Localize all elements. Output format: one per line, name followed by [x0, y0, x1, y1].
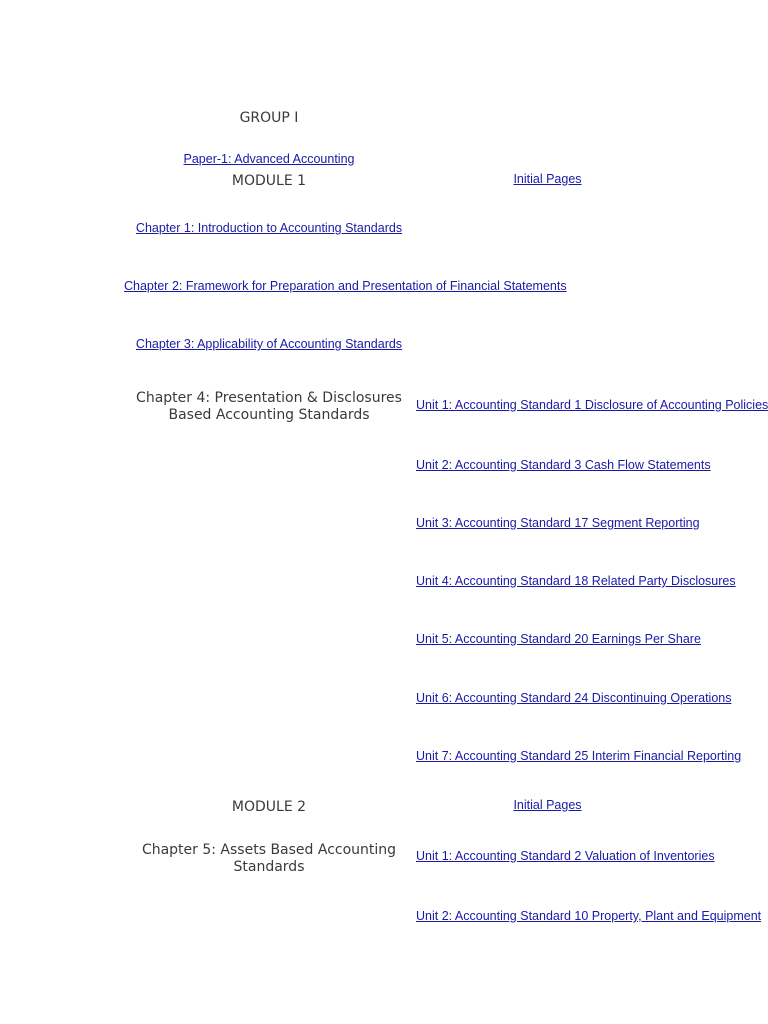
chapter-4-unit-6-link[interactable]: Unit 6: Accounting Standard 24 Discontinuing Operations — [416, 691, 732, 705]
chapter-4-title: Chapter 4: Presentation & Disclosures Based Accounting Standards — [136, 390, 402, 423]
module-2-initial-pages-link[interactable]: Initial Pages — [513, 798, 582, 812]
chapter-4-unit-1-link[interactable]: Unit 1: Accounting Standard 1 Disclosure of Accounting Policies — [416, 398, 768, 412]
paper-link[interactable]: Paper-1: Advanced Accounting — [183, 152, 355, 166]
module-1-title: MODULE 1 — [231, 173, 307, 189]
chapter-5-unit-2-link[interactable]: Unit 2: Accounting Standard 10 Property, Plant and Equipment — [416, 909, 762, 923]
chapter-1-link[interactable]: Chapter 1: Introduction to Accounting Standards — [135, 221, 403, 235]
group-title: GROUP I — [239, 110, 299, 126]
chapter-3-link[interactable]: Chapter 3: Applicability of Accounting Standards — [135, 337, 403, 351]
module-1-initial-pages-link[interactable]: Initial Pages — [513, 172, 582, 186]
chapter-4-unit-5-link[interactable]: Unit 5: Accounting Standard 20 Earnings Per Share — [416, 632, 701, 646]
chapter-4-unit-3-link[interactable]: Unit 3: Accounting Standard 17 Segment Reporting — [416, 516, 700, 530]
module-2-title: MODULE 2 — [231, 799, 307, 815]
chapter-2-link[interactable]: Chapter 2: Framework for Preparation and Presentation of Financial Statements — [124, 279, 567, 293]
chapter-5-unit-1-link[interactable]: Unit 1: Accounting Standard 2 Valuation of Inventories — [416, 849, 715, 863]
chapter-5-title: Chapter 5: Assets Based Accounting Standards — [141, 842, 397, 875]
chapter-4-unit-4-link[interactable]: Unit 4: Accounting Standard 18 Related Party Disclosures — [416, 574, 736, 588]
chapter-4-unit-2-link[interactable]: Unit 2: Accounting Standard 3 Cash Flow Statements — [416, 458, 711, 472]
chapter-4-unit-7-link[interactable]: Unit 7: Accounting Standard 25 Interim Financial Reporting — [416, 749, 742, 763]
